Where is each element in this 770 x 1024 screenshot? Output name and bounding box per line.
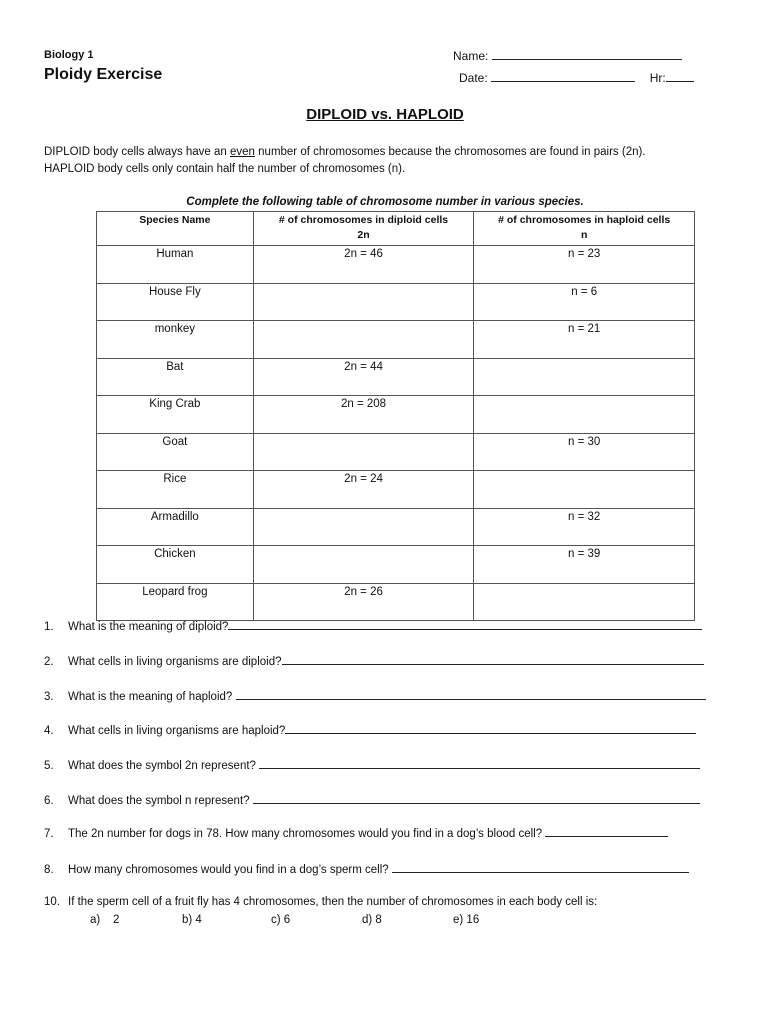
haploid-cell[interactable]: n = 32 (474, 508, 695, 546)
haploid-cell[interactable]: n = 6 (474, 283, 695, 321)
answer-choice[interactable]: a) 2 (90, 914, 120, 926)
species-cell: Goat (97, 433, 254, 471)
question-text: The 2n number for dogs in 78. How many chromosomes would you find in a dog’s blood cell? (68, 828, 546, 840)
species-cell: Rice (97, 471, 254, 509)
worksheet-title: Ploidy Exercise (44, 66, 163, 83)
table-row (97, 583, 695, 621)
diploid-cell[interactable]: 2n = 208 (253, 396, 474, 434)
intro-paragraph (44, 144, 646, 177)
date-label: Date: (459, 71, 488, 85)
diploid-cell[interactable]: 2n = 26 (253, 583, 474, 621)
question-number: 8. (44, 864, 54, 876)
diploid-cell[interactable]: 2n = 44 (253, 358, 474, 396)
course-label: Biology 1 (44, 49, 94, 61)
header-diploid-text: # of chromosomes in diploid cells 2n (278, 214, 449, 241)
answer-blank[interactable] (259, 758, 700, 769)
answer-choice[interactable]: e) 16 (453, 914, 480, 926)
question-text: What does the symbol n represent? (68, 795, 253, 807)
question-1 (44, 619, 702, 633)
question-text: What cells in living organisms are haploid? (68, 725, 286, 737)
table-row (97, 321, 695, 359)
question-number: 10. (44, 896, 60, 908)
date-field[interactable] (459, 70, 694, 85)
question-number: 1. (44, 621, 54, 633)
question-6 (44, 793, 700, 807)
header-haploid-text: # of chromosomes in haploid cells n (498, 214, 671, 241)
species-cell: monkey (97, 321, 254, 359)
haploid-cell[interactable] (474, 583, 695, 621)
table-row (97, 546, 695, 584)
species-cell: King Crab (97, 396, 254, 434)
species-cell: Chicken (97, 546, 254, 584)
question-number: 2. (44, 656, 54, 668)
table-row (97, 433, 695, 471)
question-text: What is the meaning of diploid? (68, 621, 229, 633)
intro-line1-post: number of chromosomes because the chromosomes are found in pairs (2n). (254, 146, 646, 158)
question-5 (44, 758, 700, 772)
answer-blank[interactable] (392, 862, 689, 873)
haploid-cell[interactable] (474, 396, 695, 434)
question-text: What does the symbol 2n represent? (68, 760, 260, 772)
haploid-cell[interactable]: n = 39 (474, 546, 695, 584)
name-field[interactable] (453, 48, 682, 63)
header-diploid (253, 212, 474, 246)
diploid-cell[interactable] (253, 508, 474, 546)
table-row (97, 396, 695, 434)
answer-blank[interactable] (545, 826, 668, 837)
table-row (97, 246, 695, 284)
question-2 (44, 654, 704, 668)
species-cell: Human (97, 246, 254, 284)
intro-line2: HAPLOID body cells only contain half the number of chromosomes (n). (44, 162, 406, 175)
diploid-cell[interactable] (253, 321, 474, 359)
diploid-cell[interactable]: 2n = 24 (253, 471, 474, 509)
header-haploid (474, 212, 695, 246)
diploid-cell[interactable] (253, 433, 474, 471)
haploid-cell[interactable]: n = 30 (474, 433, 695, 471)
hour-label: Hr: (649, 71, 666, 85)
haploid-cell[interactable] (474, 358, 695, 396)
table-row (97, 471, 695, 509)
date-blank[interactable] (491, 70, 635, 82)
intro-line1-pre: DIPLOID body cells always have an (44, 146, 231, 158)
haploid-cell[interactable]: n = 23 (474, 246, 695, 284)
question-text: How many chromosomes would you find in a dog’s sperm cell? (68, 864, 392, 876)
question-text: If the sperm cell of a fruit fly has 4 chromosomes, then the number of chromosomes in each body cell is: (68, 896, 598, 908)
diploid-cell[interactable] (253, 283, 474, 321)
answer-choice[interactable]: d) 8 (362, 914, 382, 926)
answer-choice[interactable]: c) 6 (271, 914, 291, 926)
question-number: 5. (44, 760, 54, 772)
question-text: What is the meaning of haploid? (68, 691, 236, 703)
haploid-cell[interactable]: n = 21 (474, 321, 695, 359)
intro-emphasis: even (230, 146, 255, 158)
table-row (97, 283, 695, 321)
header-species: Species Name (97, 212, 254, 246)
question-10 (44, 896, 597, 908)
answer-blank[interactable] (282, 654, 704, 665)
answer-choice[interactable]: b) 4 (182, 914, 202, 926)
question-text: What cells in living organisms are diploid? (68, 656, 282, 668)
diploid-cell[interactable]: 2n = 46 (253, 246, 474, 284)
answer-blank[interactable] (253, 793, 700, 804)
chromosome-table (96, 211, 695, 621)
name-blank[interactable] (492, 48, 682, 60)
species-cell: Armadillo (97, 508, 254, 546)
table-row (97, 358, 695, 396)
table-row (97, 508, 695, 546)
question-number: 7. (44, 828, 54, 840)
question-4 (44, 723, 696, 737)
diploid-cell[interactable] (253, 546, 474, 584)
hour-blank[interactable] (666, 70, 694, 82)
answer-blank[interactable] (236, 689, 706, 700)
species-cell: Bat (97, 358, 254, 396)
table-caption: Complete the following table of chromosome number in various species. (186, 196, 584, 208)
name-label: Name: (453, 49, 489, 63)
question-8 (44, 862, 689, 876)
question-7 (44, 826, 668, 840)
section-heading: DIPLOID vs. HAPLOID (306, 106, 464, 123)
haploid-cell[interactable] (474, 471, 695, 509)
question-number: 4. (44, 725, 54, 737)
species-cell: House Fly (97, 283, 254, 321)
question-number: 3. (44, 691, 54, 703)
question-3 (44, 689, 706, 703)
table-header-row (97, 212, 695, 246)
answer-blank[interactable] (228, 619, 702, 630)
answer-blank[interactable] (285, 723, 696, 734)
question-number: 6. (44, 795, 54, 807)
species-cell: Leopard frog (97, 583, 254, 621)
